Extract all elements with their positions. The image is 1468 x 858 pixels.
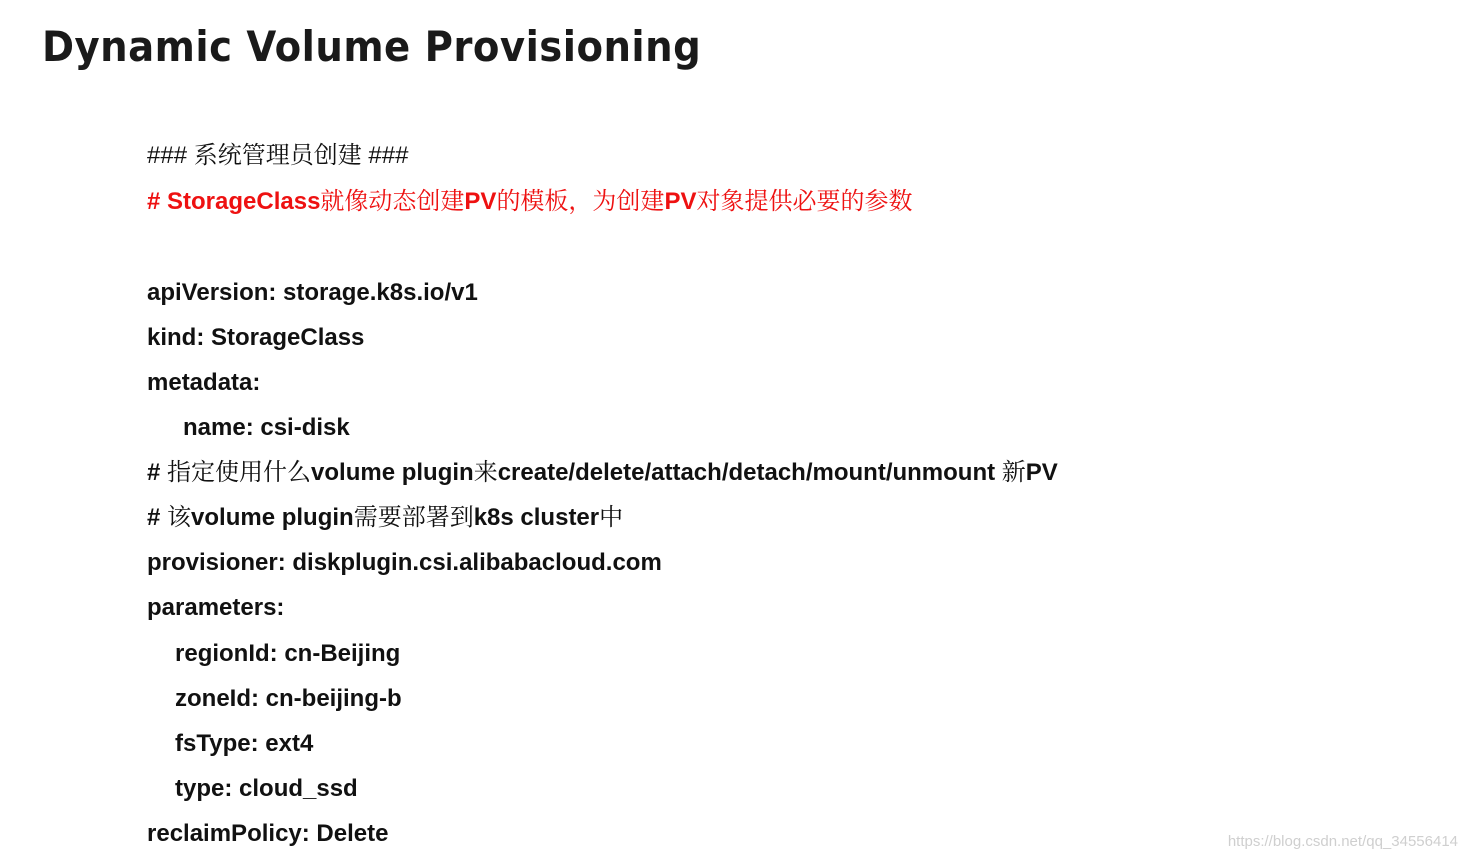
- comment-admin: [147, 140, 408, 172]
- comment1-cn1: 指定使用什么: [167, 459, 312, 486]
- comment-sc-cn3: 对象提供必要的参数: [696, 188, 913, 215]
- comment1-en2: create/delete/attach/detach/mount/unmount: [497, 459, 996, 486]
- comment-sc-prefix: # StorageClass: [147, 188, 321, 215]
- yaml-apiversion: [147, 277, 478, 309]
- comment2-cn3: 中: [599, 504, 624, 531]
- fstype-value: ext4: [265, 730, 314, 757]
- watermark: https://blog.csdn.net/qq_34556414: [1227, 833, 1458, 850]
- comment2-hash: #: [147, 504, 161, 531]
- apiversion-key: apiVersion:: [147, 279, 277, 306]
- parameters-key: parameters:: [147, 594, 285, 621]
- name-value: csi-disk: [260, 414, 350, 441]
- provisioner-value: diskplugin.csi.alibabacloud.com: [292, 549, 662, 576]
- provisioner-key: provisioner:: [147, 549, 286, 576]
- comment2-cn2: 需要部署到: [353, 504, 474, 531]
- comment1-cn3: 新: [1001, 459, 1026, 486]
- comment2-cn1: 该: [167, 504, 192, 531]
- comment1-cn2: 来: [473, 459, 498, 486]
- yaml-regionid: [175, 638, 400, 670]
- comment1-en3: PV: [1025, 459, 1058, 486]
- type-key: type:: [175, 775, 233, 802]
- yaml-comment-deploy: [147, 502, 623, 534]
- regionid-value: cn-Beijing: [284, 640, 401, 667]
- comment2-en2: k8s cluster: [473, 504, 600, 531]
- yaml-kind: [147, 322, 364, 354]
- comment-sc-pv1: PV: [464, 188, 497, 215]
- yaml-comment-plugin: [147, 457, 1058, 489]
- name-key: name:: [183, 414, 254, 441]
- regionid-key: regionId:: [175, 640, 278, 667]
- comment-admin-text: ### 系统管理员创建 ###: [147, 142, 409, 169]
- yaml-parameters: [147, 592, 284, 624]
- yaml-fstype: [175, 728, 313, 760]
- reclaimpolicy-value: Delete: [316, 820, 389, 847]
- yaml-reclaimpolicy: [147, 818, 388, 850]
- page-title: Dynamic Volume Provisioning: [42, 22, 702, 71]
- yaml-zoneid: [175, 683, 402, 715]
- comment-sc-cn2: 的模板，为创建: [496, 188, 665, 215]
- reclaimpolicy-key: reclaimPolicy:: [147, 820, 310, 847]
- metadata-key: metadata:: [147, 369, 261, 396]
- type-value: cloud_ssd: [239, 775, 358, 802]
- yaml-name: [183, 412, 350, 444]
- zoneid-key: zoneId:: [175, 685, 259, 712]
- yaml-metadata: [147, 367, 260, 399]
- kind-value: StorageClass: [211, 324, 365, 351]
- apiversion-value: storage.k8s.io/v1: [283, 279, 478, 306]
- comment1-en1: volume plugin: [311, 459, 474, 486]
- comment-storageclass: [147, 186, 912, 218]
- yaml-provisioner: [147, 547, 662, 579]
- zoneid-value: cn-beijing-b: [265, 685, 402, 712]
- comment1-hash: #: [147, 459, 161, 486]
- comment-sc-pv2: PV: [664, 188, 697, 215]
- comment-sc-cn1: 就像动态创建: [320, 188, 465, 215]
- fstype-key: fsType:: [175, 730, 259, 757]
- kind-key: kind:: [147, 324, 205, 351]
- comment2-en1: volume plugin: [191, 504, 354, 531]
- yaml-type: [175, 773, 358, 805]
